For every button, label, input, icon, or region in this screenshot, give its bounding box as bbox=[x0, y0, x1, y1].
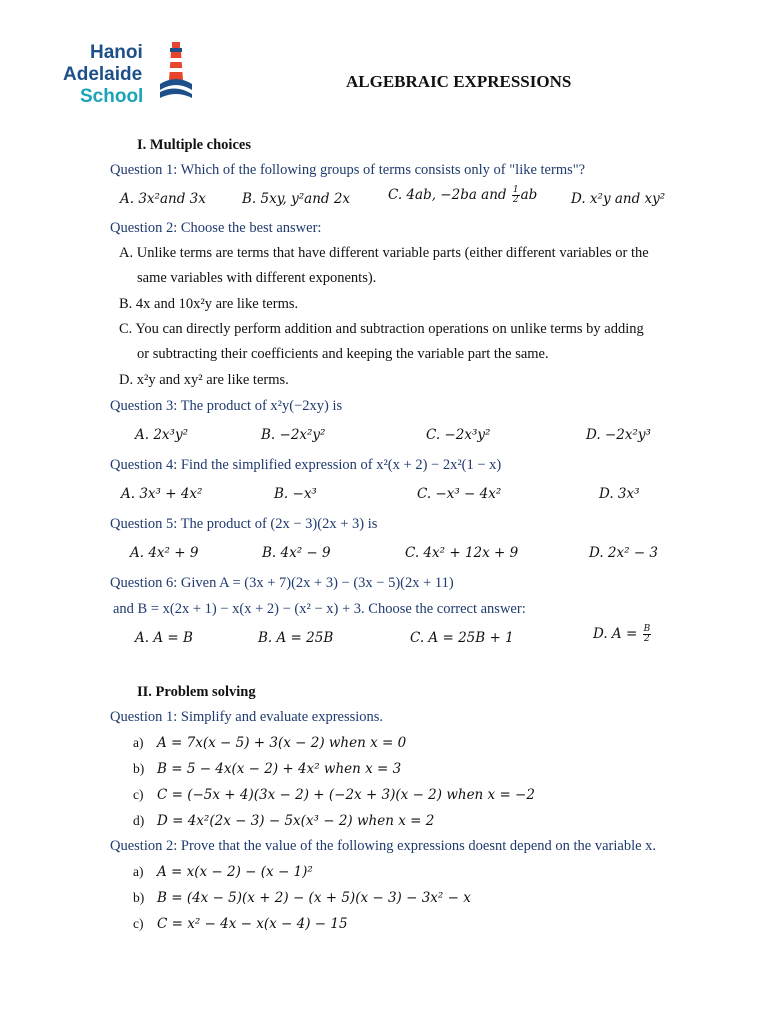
q1-option-b: B. 5xy, y²and 2x bbox=[242, 191, 351, 207]
q2-option-c-line1: C. You can directly perform addition and subtraction operations on unlike terms by adding bbox=[119, 321, 644, 337]
ps-q1-a-label: a) bbox=[133, 735, 144, 750]
q4-option-a: A. 3x³ + 4x² bbox=[121, 486, 203, 502]
q2-option-b: B. 4x and 10x²y are like terms. bbox=[119, 296, 299, 312]
q5-option-b: B. 4x² − 9 bbox=[262, 545, 331, 561]
fraction-numerator: B bbox=[643, 624, 651, 634]
q2-option-a-line1: A. Unlike terms are terms that have different variable parts (either different variables or the bbox=[119, 245, 649, 261]
logo-line-2: Adelaide bbox=[63, 64, 143, 85]
q4-option-d: D. 3x³ bbox=[599, 486, 640, 502]
section-2-heading: II. Problem solving bbox=[137, 684, 256, 700]
question-1-text: Question 1: Which of the following groups of terms consists only of "like terms"? bbox=[110, 162, 586, 178]
ps-q1-a: A = 7x(x − 5) + 3(x − 2) when x = 0 bbox=[157, 735, 407, 751]
lighthouse-icon bbox=[158, 40, 194, 106]
fraction bbox=[512, 186, 520, 205]
q1-option-c-pre: C. 4ab, −2ba and bbox=[388, 187, 511, 203]
ps-q1-c: C = (−5x + 4)(3x − 2) + (−2x + 3)(x − 2) when x = −2 bbox=[157, 787, 535, 803]
logo-line-1: Hanoi bbox=[90, 42, 143, 63]
q6-option-c: C. A = 25B + 1 bbox=[410, 630, 514, 646]
ps-q1-b-label: b) bbox=[133, 761, 145, 776]
q3-option-b: B. −2x²y² bbox=[261, 427, 326, 443]
logo-line-3: School bbox=[80, 86, 144, 107]
q3-option-a: A. 2x³y² bbox=[135, 427, 188, 443]
page-title: ALGEBRAIC EXPRESSIONS bbox=[346, 72, 572, 91]
fraction bbox=[643, 625, 652, 644]
q2-option-c-line2: or subtracting their coefficients and keeping the variable part the same. bbox=[137, 346, 549, 362]
q3-option-c: C. −2x³y² bbox=[426, 427, 491, 443]
question-6-text-line2: and B = x(2x + 1) − x(x + 2) − (x² − x) + 3. Choose the correct answer: bbox=[113, 601, 526, 617]
q1-option-a: A. 3x²and 3x bbox=[120, 191, 206, 207]
ps-q2-b-label: b) bbox=[133, 890, 145, 905]
q6-option-d bbox=[593, 625, 652, 644]
q1-option-d: D. x²y and xy² bbox=[571, 191, 666, 207]
fraction-numerator: 1 bbox=[512, 185, 519, 195]
question-4-text: Question 4: Find the simplified expression of x²(x + 2) − 2x²(1 − x) bbox=[110, 457, 502, 473]
q1-option-c bbox=[388, 186, 537, 205]
ps-q2-c: C = x² − 4x − x(x − 4) − 15 bbox=[157, 916, 348, 932]
ps-q2-a: A = x(x − 2) − (x − 1)² bbox=[157, 864, 313, 880]
ps-q1-b: B = 5 − 4x(x − 2) + 4x² when x = 3 bbox=[157, 761, 402, 777]
question-5-text: Question 5: The product of (2x − 3)(2x + 3) is bbox=[110, 516, 378, 532]
q5-option-d: D. 2x² − 3 bbox=[589, 545, 659, 561]
q4-option-b: B. −x³ bbox=[274, 486, 317, 502]
question-6-text-line1: Question 6: Given A = (3x + 7)(2x + 3) − (3x − 5)(2x + 11) bbox=[110, 575, 454, 591]
q2-option-a-line2: same variables with different exponents). bbox=[137, 270, 377, 286]
ps-q1-d: D = 4x²(2x − 3) − 5x(x³ − 2) when x = 2 bbox=[157, 813, 435, 829]
ps-question-2-text: Question 2: Prove that the value of the following expressions doesnt depend on the variable x. bbox=[110, 838, 657, 854]
q6-option-d-pre: D. A = bbox=[593, 626, 642, 642]
q2-option-d: D. x²y and xy² are like terms. bbox=[119, 372, 289, 388]
ps-q2-b: B = (4x − 5)(x + 2) − (x + 5)(x − 3) − 3x² − x bbox=[157, 890, 471, 906]
ps-q2-a-label: a) bbox=[133, 864, 144, 879]
q4-option-c: C. −x³ − 4x² bbox=[417, 486, 502, 502]
q6-option-b: B. A = 25B bbox=[258, 630, 334, 646]
q5-option-c: C. 4x² + 12x + 9 bbox=[405, 545, 519, 561]
q1-option-c-post: ab bbox=[520, 187, 538, 203]
q5-option-a: A. 4x² + 9 bbox=[130, 545, 199, 561]
ps-q1-c-label: c) bbox=[133, 787, 144, 802]
fraction-denominator: 2 bbox=[644, 634, 650, 644]
question-3-text: Question 3: The product of x²y(−2xy) is bbox=[110, 398, 343, 414]
q6-option-a: A. A = B bbox=[135, 630, 193, 646]
q3-option-d: D. −2x²y³ bbox=[586, 427, 651, 443]
ps-question-1-text: Question 1: Simplify and evaluate expressions. bbox=[110, 709, 384, 725]
ps-q1-d-label: d) bbox=[133, 813, 145, 828]
section-1-heading: I. Multiple choices bbox=[137, 137, 251, 153]
fraction-denominator: 2 bbox=[512, 195, 519, 205]
question-2-text: Question 2: Choose the best answer: bbox=[110, 220, 322, 236]
ps-q2-c-label: c) bbox=[133, 916, 144, 931]
